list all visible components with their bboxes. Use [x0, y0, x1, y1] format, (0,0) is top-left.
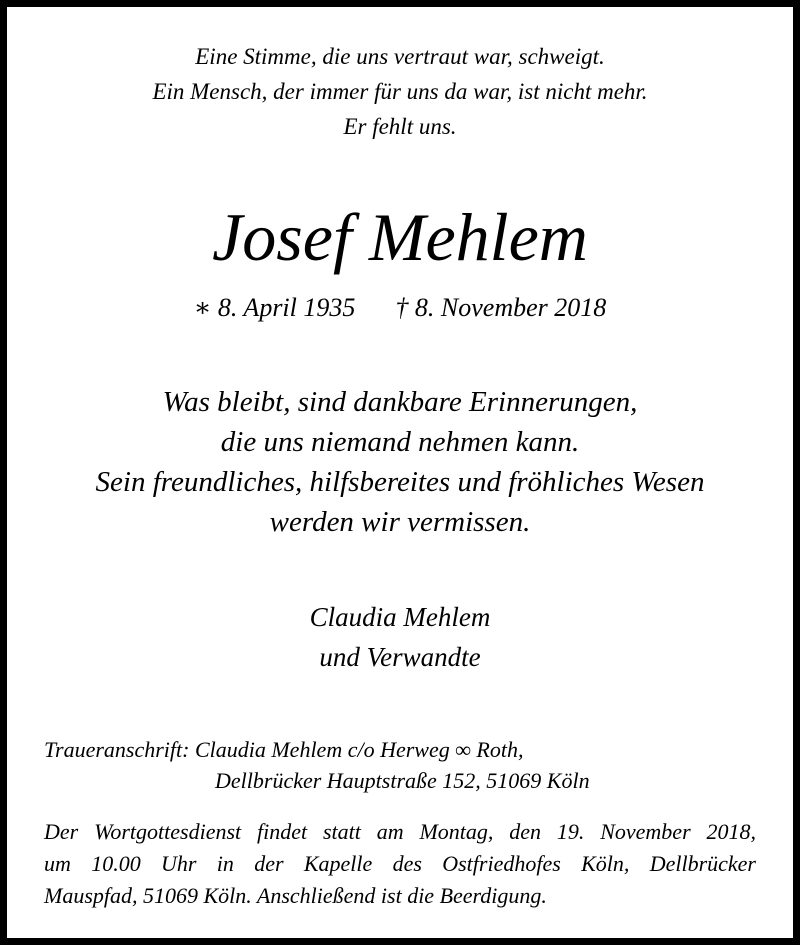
service-line-3: Mauspfad, 51069 Köln. Anschließend ist die Beerdigung.	[44, 883, 547, 908]
mourning-address-line-1: Traueranschrift: Claudia Mehlem c/o Herweg ∞ Roth,	[44, 737, 524, 762]
mourning-address-line-2: Dellbrücker Hauptstraße 152, 51069 Köln	[215, 768, 590, 793]
signer-name: Claudia Mehlem	[309, 602, 491, 632]
service-line-2: um 10.00 Uhr in der Kapelle des Ostfriedhofes Köln, Dellbrücker	[44, 851, 756, 876]
verse-line-2: die uns niemand nehmen kann.	[220, 426, 580, 458]
death-date: † 8. November 2018	[395, 293, 607, 322]
verse-line-1: Was bleibt, sind dankbare Erinnerungen,	[162, 386, 638, 418]
verse-line-3: Sein freundliches, hilfsbereites und fröhliches Wesen	[95, 466, 705, 498]
service-line-1: Der Wortgottesdienst findet statt am Montag, den 19. November 2018,	[44, 819, 756, 844]
motto-line-2: Ein Mensch, der immer für uns da war, ist nicht mehr.	[152, 79, 648, 104]
birth-date: ∗ 8. April 1935	[193, 293, 356, 322]
motto-line-1: Eine Stimme, die uns vertraut war, schweigt.	[195, 44, 605, 69]
life-dates	[7, 291, 793, 325]
deceased-name: Josef Mehlem	[212, 199, 588, 275]
signer-relatives: und Verwandte	[319, 642, 481, 672]
verse-line-4: werden wir vermissen.	[269, 506, 531, 538]
motto-line-3: Er fehlt uns.	[343, 114, 457, 139]
